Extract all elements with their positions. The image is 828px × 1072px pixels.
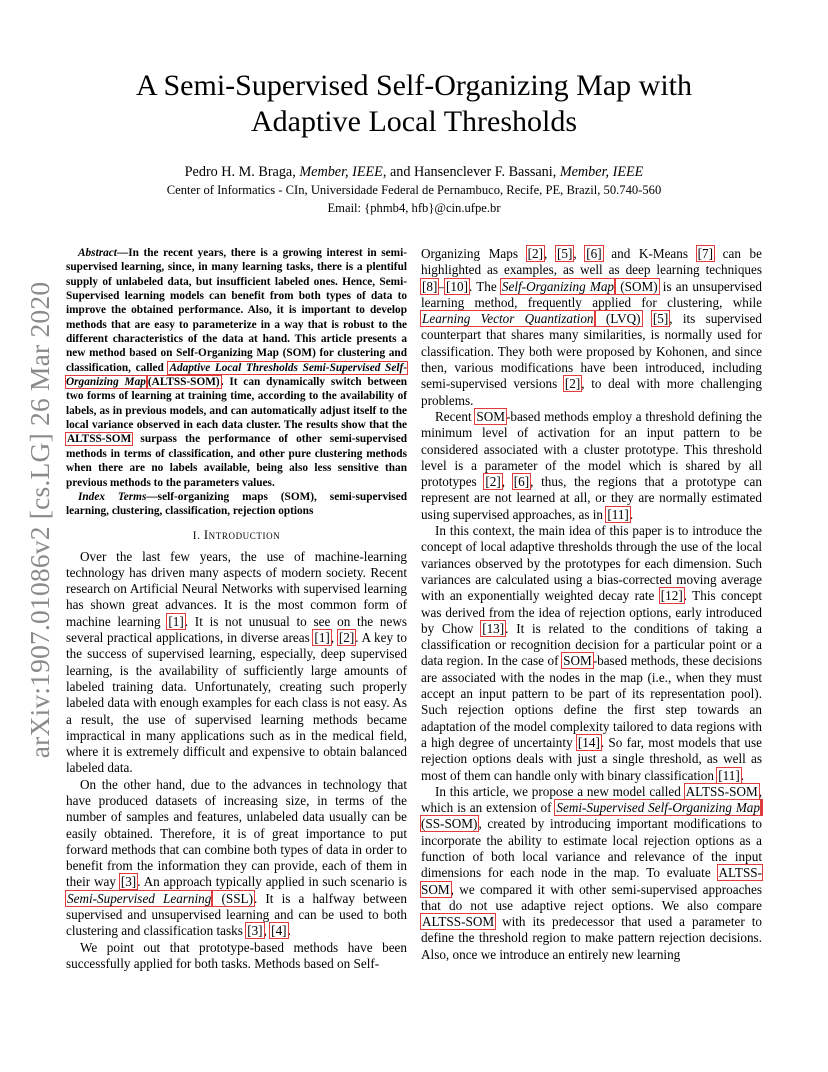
citation-6b[interactable]: [6]	[513, 474, 530, 490]
intro-p2-b: . An approach typically applied in such scenario is	[137, 874, 407, 890]
citation-12[interactable]: [12]	[660, 588, 683, 604]
r-p4-b: , which is an extension of	[421, 783, 762, 816]
sssom-abbr-link[interactable]: (SS-SOM)	[421, 800, 762, 831]
abstract-text-3: surpass the performance of other semi-supervised methods in terms of classification, and other pure clustering methods when there are no labels available, being also less sensitive than previous methods to the parameters values.	[66, 433, 407, 489]
r-p3-d: -based methods, these decisions are associated with the nodes in the map (i.e., when they must accept an input pattern to be part of its representation pool). Such rejection options define the first step towards an adaptation of the model complexity tailored to data regions with a high degree of uncertainty	[421, 653, 762, 750]
r-p2-a: Recent	[435, 408, 476, 424]
r-p3-a: In this context, the main idea of this paper is to introduce the concept of local adaptive thresholds through the use of the local variances observed by the prototypes for each dimension. Such variances are calculated using a bias-corrected moving average with an exponentially weighted decay rate	[421, 523, 762, 604]
r-p3-c: . It is related to the conditions of taking a classification or recognition decision for a particular point or a data region. In the case of	[421, 620, 762, 669]
index-terms-text: —self-organizing maps (SOM), semi-supervised learning, clustering, classification, rejection options	[66, 490, 407, 518]
r-dot-1: .	[629, 506, 634, 522]
right-paragraph-4	[421, 784, 762, 963]
arxiv-stamp	[20, 280, 60, 760]
r-p1-e	[642, 311, 652, 326]
citation-14[interactable]: [14]	[577, 734, 600, 750]
citation-11[interactable]: [11]	[607, 506, 629, 522]
citation-5[interactable]: [5]	[556, 246, 573, 261]
citation-13[interactable]: [13]	[482, 620, 505, 636]
intro-dot: .	[287, 923, 291, 939]
intro-comma: ,	[330, 630, 338, 646]
citation-11b[interactable]: [11]	[718, 767, 740, 783]
r-p1-d: is an unsupervised learning method, frequently applied for clustering, while	[421, 278, 762, 310]
arxiv-stamp-text: arXiv:1907.01086v2 [cs.LG] 26 Mar 2020	[24, 281, 55, 759]
r-comma-3: ,	[501, 474, 513, 490]
abstract-text-2: . It can dynamically switch between two forms of learning at training time, according to the availability of labels, as in previous models, and can automatically adjust itself to the local variance observed in each data cluster. The results show that the	[66, 376, 407, 432]
citation-6[interactable]: [6]	[586, 246, 602, 261]
author-2: , and Hansenclever F. Bassani,	[382, 164, 560, 180]
r-p3-b: . This concept was derived from the idea of rejection options, early introduced by Chow	[421, 588, 762, 636]
right-paragraph-2	[421, 409, 762, 523]
r-p1-c: . The	[468, 278, 501, 294]
altss-link-3[interactable]: ALTSS-SOM	[422, 914, 495, 930]
title-line-1: A Semi-Supervised Self-Organizing Map with	[135, 69, 693, 102]
citation-7[interactable]: [7]	[697, 246, 714, 261]
r-and-km: and K-Means	[602, 246, 697, 261]
intro-p1-c: . A key to the success of supervised learning, especially, deep supervised learning, is the availability of sufficiently large amounts of labeled training data. Unfortunately, creating such properly labeled data with enough examples for each class is not easy. As a result, the use of supervised learning methods became impractical in many applications such as in the medical field, where it is extremely difficult and expensive to obtain balanced labeled data.	[66, 630, 407, 776]
citation-2c[interactable]: [2]	[485, 474, 501, 490]
lvq-link[interactable]: Learning Vector Quantization	[422, 311, 594, 327]
altss-link-2[interactable]: ALTSS-SOM	[421, 865, 762, 897]
email: Email: {phmb4, hfb}@cin.ufpe.br	[327, 201, 501, 215]
r-p1-a: Organizing Maps	[421, 246, 527, 261]
r-p1-b: can be highlighted as examples, as well as deep learning techniques	[421, 246, 762, 278]
affiliation: Center of Informatics - CIn, Universidade Federal de Pernambuco, Recife, PE, Brazil, 50.740-560	[166, 183, 662, 197]
section-name: Introduction	[203, 527, 281, 542]
ssl-link[interactable]: Semi-Supervised Learning	[67, 890, 212, 906]
authors	[0, 163, 828, 182]
citation-3[interactable]: [3]	[120, 874, 137, 890]
citation-3b[interactable]: [3]	[247, 923, 263, 939]
title-line-2: Adaptive Local Thresholds	[250, 105, 578, 138]
abstract-text-1: —In the recent years, there is a growing interest in semi-supervised learning, since, in many learning tasks, there is a plentiful supply of unlabeled data, but insufficient labeled ones. Hence, Semi-Supervised learning models can benefit from both types of data to improve the obtained performance. Also, it is important to develop methods that are easy to parameterize in a way that is robust to the different characteristics of the data at hand. This article presents a new method based on Self-Organizing Map (SOM) for clustering and classification, called	[66, 247, 407, 374]
r-comma-2: ,	[573, 246, 586, 261]
citation-5b[interactable]: [5]	[652, 311, 669, 327]
r-comma-1: ,	[544, 246, 556, 261]
altss-abbr-link[interactable]: (ALTSS-SOM)	[147, 376, 220, 389]
r-p4-a: In this article, we propose a new model called	[435, 783, 685, 799]
intro-paragraph-2	[66, 777, 407, 940]
r-dot-2: .	[740, 767, 745, 783]
right-column	[421, 246, 762, 963]
right-paragraph-1	[421, 246, 762, 409]
author-1: Pedro H. M. Braga,	[184, 164, 300, 180]
index-terms	[66, 490, 407, 519]
intro-p1-b: . It is not unusual to see on the news several practical applications, in diverse areas	[66, 613, 407, 646]
r-p4-d: , we compared it with other semi-supervised approaches that do not use adaptive reject options. We also compare	[421, 881, 762, 913]
altss-link[interactable]: ALTSS-SOM	[67, 433, 132, 446]
altss-link-1[interactable]: ALTSS-SOM	[685, 783, 758, 799]
som-link[interactable]: Self-Organizing Map	[501, 278, 615, 294]
abstract-lead: Abstract	[78, 247, 117, 259]
intro-p2-c: . It is a halfway between supervised and unsupervised learning and can be used to both clustering and classification tasks	[66, 890, 407, 939]
intro-comma-2: ,	[263, 923, 271, 939]
index-terms-lead: Index Terms	[78, 490, 147, 503]
r-p4-e: with its predecessor that used a parameter to define the threshold region to make pattern rejection decisions. Also, once we introduce an entirely new learning	[421, 914, 762, 962]
citation-10[interactable]: [10]	[445, 278, 468, 294]
ssl-abbr-link[interactable]: (SSL)	[213, 890, 253, 906]
citation-8[interactable]: [8]	[422, 278, 438, 294]
intro-paragraph-3: We point out that prototype-based methods have been successfully applied for both tasks. Methods based on Self-	[66, 939, 407, 971]
abstract	[66, 246, 407, 490]
som-link-2[interactable]: SOM	[476, 408, 505, 424]
altss-full-name-link[interactable]: Adaptive Local Thresholds Semi-Supervised Self-Organizing Map	[66, 361, 407, 389]
r-p2-c: , thus, the regions that a prototype can represent are not learned at all, or they are normally estimated using supervised approaches, as in	[421, 474, 762, 522]
sssom-link[interactable]: Semi-Supervised Self-Organizing Map	[556, 800, 760, 816]
citation-1b[interactable]: [1]	[314, 630, 330, 646]
section-number: I.	[192, 529, 204, 542]
left-column	[66, 246, 407, 972]
r-p1-f: , its supervised counterpart that shares many similarities, is normally used for classification. They both were proposed by Kohonen, and since then, various modifications have been introduced, including semi-supervised versions	[421, 311, 762, 392]
r-p3-e: . So far, most models that use rejection options deals with just a single threshold, as well as most of them can handle only with binary classification	[421, 734, 762, 783]
r-p2-b: -based methods employ a threshold defining the minimum level of activation for an input pattern to be considered associated with a cluster prototype. This threshold level is a parameter of the model which is shared by all prototypes	[421, 408, 762, 490]
intro-p1-a: Over the last few years, the use of machine-learning technology has driven many aspects of modern society. Recent research on Artificial Neural Networks with supervised learning has shown great advances. It is the most common form of machine learning	[66, 548, 407, 629]
r-p1-g: , to deal with more challenging problems.	[421, 376, 762, 408]
som-link-3[interactable]: SOM	[563, 653, 592, 669]
citation-4[interactable]: [4]	[271, 923, 287, 939]
citation-2b[interactable]: [2]	[564, 376, 581, 392]
citation-2[interactable]: [2]	[527, 246, 544, 261]
som-abbr-link[interactable]: (SOM)	[616, 278, 658, 294]
right-paragraph-3	[421, 523, 762, 784]
author-1-role: Member, IEEE	[299, 164, 383, 180]
citation-2[interactable]: [2]	[338, 630, 355, 646]
author-2-role: Member, IEEE	[559, 164, 644, 180]
citation-1[interactable]: [1]	[168, 613, 184, 629]
section-heading-intro	[66, 528, 407, 543]
lvq-abbr-link[interactable]: (LVQ)	[595, 311, 641, 327]
r-p4-c: , created by introducing important modifications to incorporate the ability to estimate local rejection options as a function of both local variance and relevance of the input dimensions for each node in the map. To evaluate	[421, 816, 762, 881]
intro-p2-a: On the other hand, due to the advances in technology that have produced datasets of increasing size, in terms of the number of samples and features, unlabeled data usually can be easily obtained. Therefore, it is of great importance to put forward methods that can combine both types of data in order to benefit from the information they can provide, each of them in their way	[66, 776, 407, 890]
r-dash: –	[438, 278, 445, 294]
paper-title	[0, 68, 828, 140]
intro-paragraph-1	[66, 549, 407, 777]
